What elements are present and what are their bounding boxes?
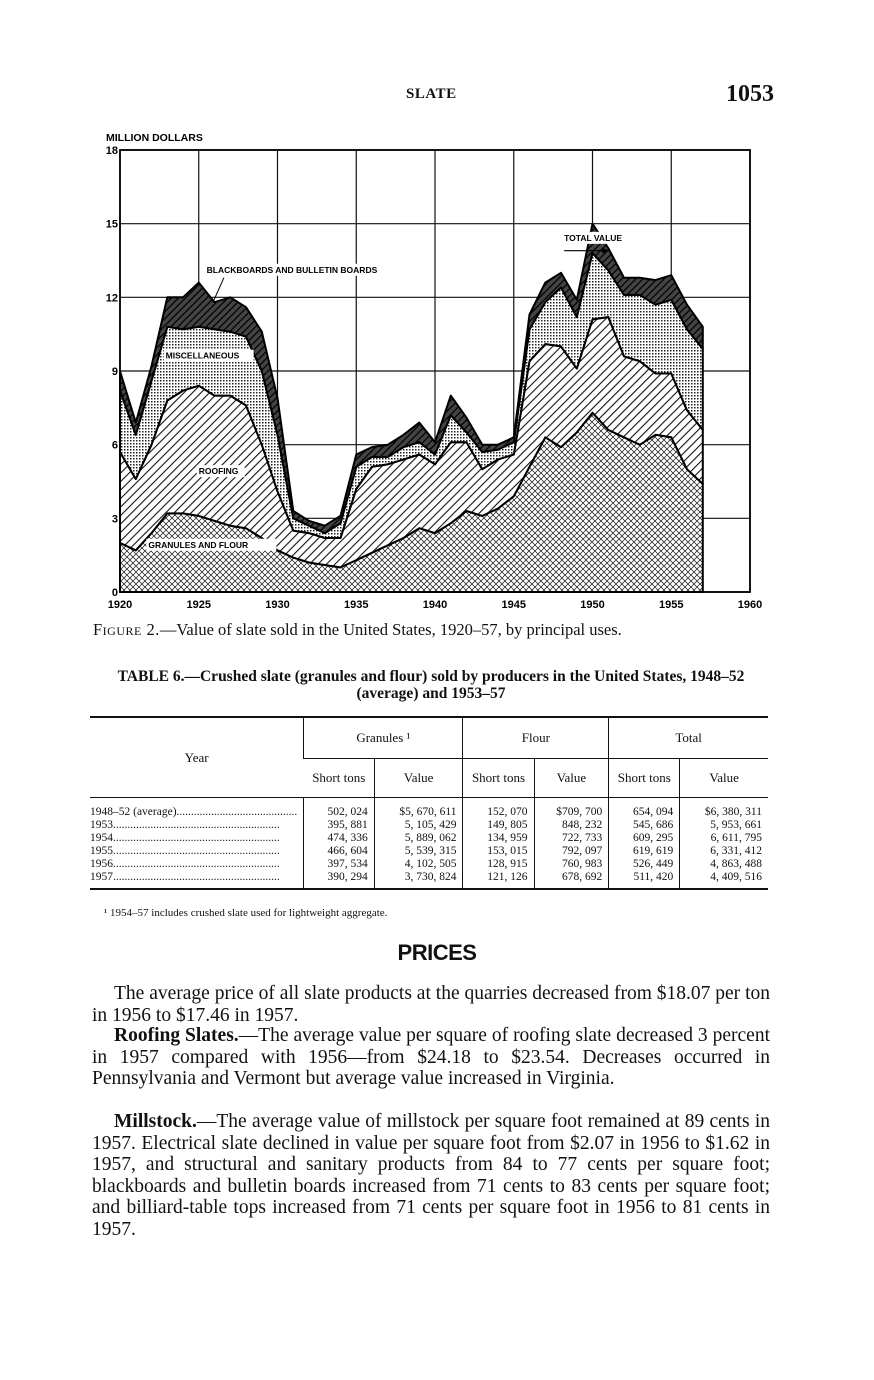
granules-value-cell: $5, 670, 611: [374, 806, 463, 819]
granules-tons-cell: 466, 604: [304, 845, 374, 858]
granules-value-header: Value: [374, 759, 463, 798]
flour-value-header: Value: [534, 759, 609, 798]
granules-value-cell: 5, 539, 315: [374, 845, 463, 858]
flour-value-cell: 792, 097: [534, 845, 609, 858]
granules-value-cell: 5, 889, 062: [374, 832, 463, 845]
x-tick-label: 1940: [422, 599, 448, 611]
flour-value-cell: $709, 700: [534, 806, 609, 819]
page-number: 1053: [726, 81, 774, 107]
annotation-blackboards: BLACKBOARDS AND BULLETIN BOARDS: [206, 264, 378, 275]
y-tick-label: 18: [105, 145, 118, 157]
table-footnote: ¹ 1954–57 includes crushed slate used for lightweight aggregate.: [104, 907, 388, 919]
flour-tons-cell: 121, 126: [463, 871, 534, 889]
granules-tons-cell: 390, 294: [304, 871, 374, 889]
total-tons-cell: 654, 094: [609, 806, 680, 819]
figure-caption-label: Figure 2.: [93, 620, 160, 639]
running-title: SLATE: [406, 86, 457, 102]
year-header: Year: [90, 717, 304, 798]
figure-caption-text: —Value of slate sold in the United States, 1920–57, by principal uses.: [159, 620, 622, 639]
total-value-cell: 6, 611, 795: [680, 832, 768, 845]
y-tick-label: 0: [111, 587, 118, 599]
prices-heading: PRICES: [397, 940, 477, 965]
year-cell: 1953..........................................................: [90, 819, 280, 831]
x-tick-label: 1955: [659, 599, 684, 611]
table-row: [90, 858, 768, 871]
granules-tons-cell: 397, 534: [304, 858, 374, 871]
flour-tons-cell: 152, 070: [463, 806, 534, 819]
millstock-text: —The average value of millstock per square foot remained at 89 cents in 1957. Electrical slate declined in value per square foot from $2.07 in 1956 to $1.62 in 1957, and structural and sanitary products from 84 to 77 cents per square foot; blackboards and bulletin boards increased from 71 cents to 83 cents per square foot; and billiard-table tops increased from 71 cents per square foot in 1956 to 81 cents in 1957.: [92, 1111, 770, 1240]
x-tick-label: 1935: [344, 599, 369, 611]
flour-value-cell: 760, 983: [534, 858, 609, 871]
total-value-header: Value: [680, 759, 768, 798]
y-tick-label: 12: [105, 292, 118, 305]
granules-short-tons-header: Short tons: [304, 759, 374, 798]
granules-header: Granules ¹: [304, 717, 463, 759]
total-value-cell: $6, 380, 311: [680, 806, 768, 819]
table-row: [90, 871, 768, 889]
annotation-granules-and-flour: GRANULES AND FLOUR: [148, 539, 249, 550]
annotation-miscellaneous: MISCELLANEOUS: [165, 350, 240, 361]
crushed-slate-table: [90, 716, 768, 890]
millstock-lead: Millstock.: [114, 1111, 197, 1132]
annotation-roofing: ROOFING: [198, 466, 239, 477]
roofing-slates-text: —The average value per square of roofing slate decreased 3 percent in 1957 compared with 1956—from $24.18 to $23.54. Decreases occurred in Pennsylvania and Vermont but average value increased in Virginia.: [92, 1025, 770, 1089]
flour-tons-cell: 149, 805: [463, 819, 534, 832]
year-cell: 1948–52 (average)..........................................: [90, 806, 298, 818]
total-tons-cell: 526, 449: [609, 858, 680, 871]
total-tons-cell: 619, 619: [609, 845, 680, 858]
y-tick-label: 3: [111, 513, 118, 526]
granules-value-cell: 4, 102, 505: [374, 858, 463, 871]
x-tick-label: 1920: [107, 599, 133, 611]
flour-short-tons-header: Short tons: [463, 759, 534, 798]
blackboards-leader: [213, 278, 224, 303]
x-tick-label: 1950: [580, 599, 605, 611]
flour-tons-cell: 128, 915: [463, 858, 534, 871]
granules-value-cell: 5, 105, 429: [374, 819, 463, 832]
flour-header: Flour: [463, 717, 609, 759]
year-cell: 1954..........................................................: [90, 832, 280, 844]
x-tick-label: 1930: [265, 599, 290, 611]
granules-value-cell: 3, 730, 824: [374, 871, 463, 889]
x-tick-label: 1925: [186, 599, 211, 611]
figure-caption: [93, 620, 622, 640]
total-tons-cell: 545, 686: [609, 819, 680, 832]
x-tick-label: 1945: [501, 599, 526, 611]
total-value-cell: 4, 863, 488: [680, 858, 768, 871]
total-value-cell: 6, 331, 412: [680, 845, 768, 858]
granules-tons-cell: 502, 024: [304, 806, 374, 819]
total-value-cell: 5, 953, 661: [680, 819, 768, 832]
y-tick-label: 15: [105, 218, 118, 231]
annotation-total-value: TOTAL VALUE: [564, 232, 623, 243]
flour-value-cell: 848, 232: [534, 819, 609, 832]
y-axis-title: MILLION DOLLARS: [106, 132, 203, 144]
flour-value-cell: 678, 692: [534, 871, 609, 889]
total-short-tons-header: Short tons: [609, 759, 680, 798]
x-tick-label: 1960: [737, 599, 763, 611]
y-tick-label: 9: [111, 366, 118, 378]
flour-value-cell: 722, 733: [534, 832, 609, 845]
year-cell: 1955..........................................................: [90, 845, 280, 857]
value-chart: [100, 128, 780, 614]
prices-paragraph-average: The average price of all slate products at the quarries decreased from $18.07 per ton in 1956 to $17.46 in 1957.: [92, 983, 770, 1026]
table-title: TABLE 6.—Crushed slate (granules and flour) sold by producers in the United States, 1948–52 (average) and 1953–57: [117, 668, 745, 702]
table-row: [90, 806, 768, 819]
table-row: [90, 819, 768, 832]
flour-tons-cell: 153, 015: [463, 845, 534, 858]
table-row: [90, 832, 768, 845]
prices-paragraph-millstock: [92, 1111, 770, 1240]
prices-paragraph-roofing: [92, 1025, 770, 1090]
total-value-cell: 4, 409, 516: [680, 871, 768, 889]
table-row: [90, 845, 768, 858]
year-cell: 1957..........................................................: [90, 871, 304, 889]
flour-tons-cell: 134, 959: [463, 832, 534, 845]
y-tick-label: 6: [111, 439, 118, 452]
year-cell: 1956..........................................................: [90, 858, 280, 870]
granules-tons-cell: 474, 336: [304, 832, 374, 845]
total-tons-cell: 511, 420: [609, 871, 680, 889]
total-tons-cell: 609, 295: [609, 832, 680, 845]
granules-tons-cell: 395, 881: [304, 819, 374, 832]
total-header: Total: [609, 717, 768, 759]
roofing-slates-lead: Roofing Slates.: [114, 1025, 239, 1046]
